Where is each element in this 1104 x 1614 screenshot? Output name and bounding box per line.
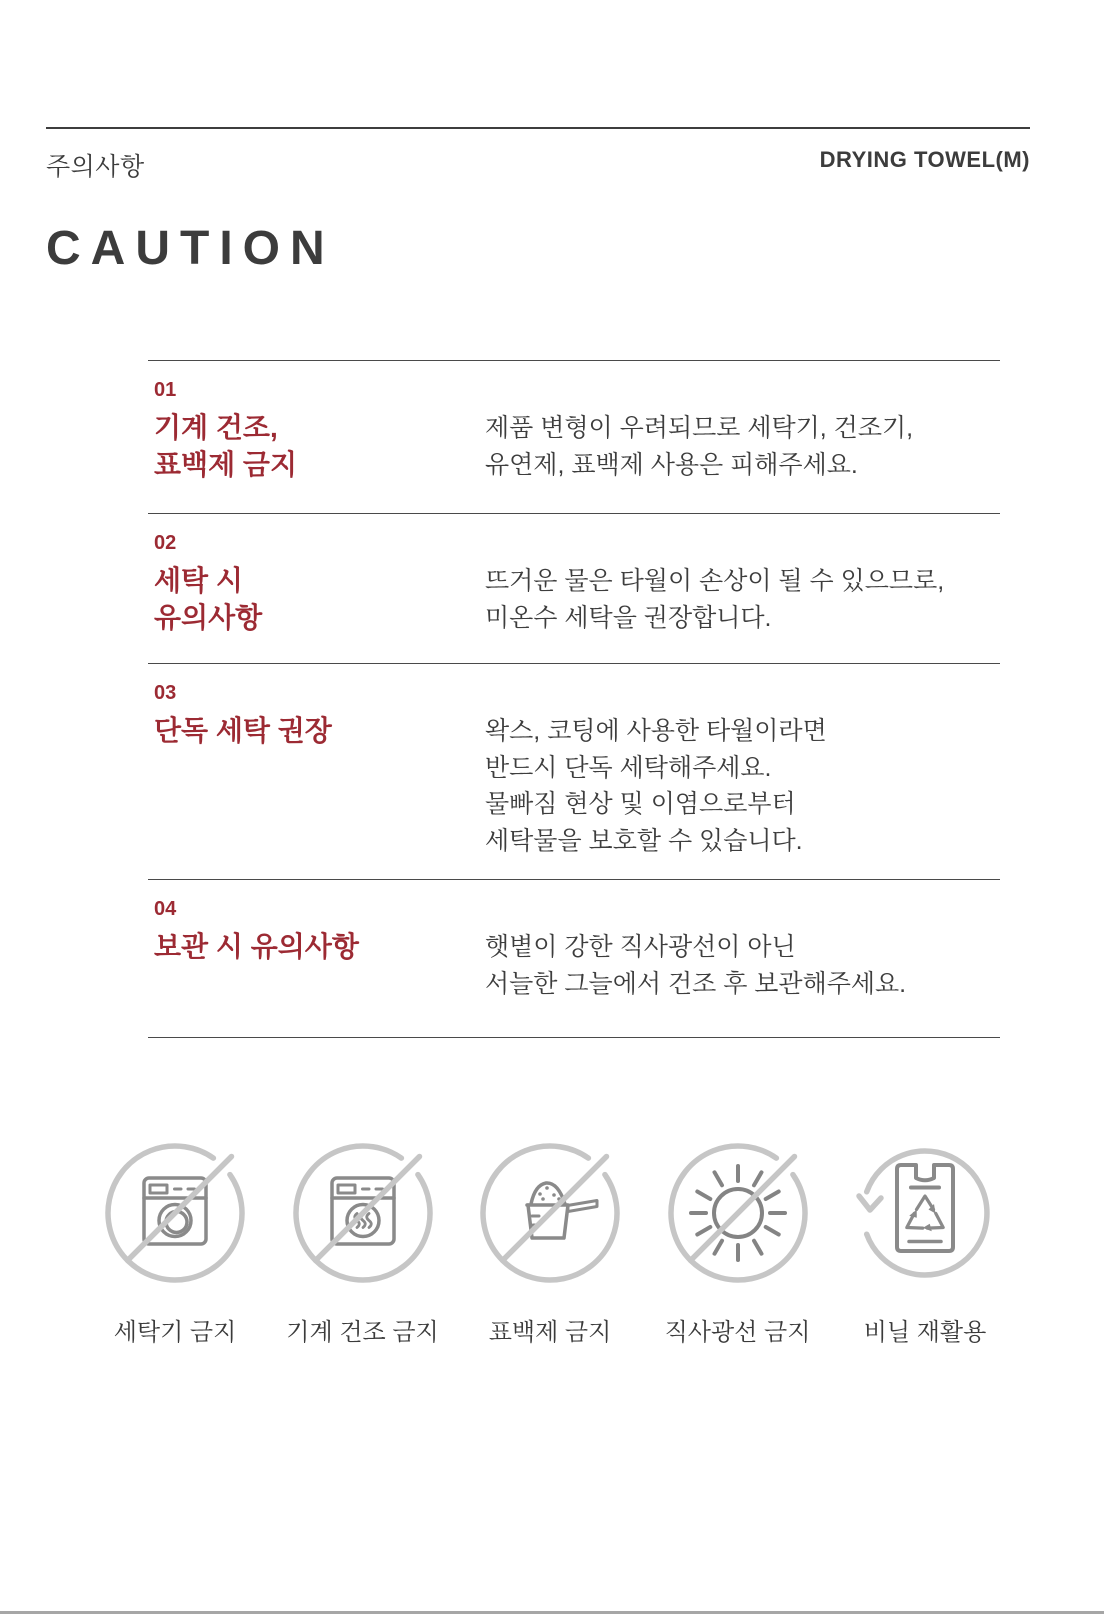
section-body: 제품 변형이 우려되므로 세탁기, 건조기, 유연제, 표백제 사용은 피해주세요. xyxy=(485,414,914,479)
section-heading: 단독 세탁 권장 xyxy=(154,715,332,746)
section-number: 02 xyxy=(154,532,177,554)
section-body: 햇볕이 강한 직사광선이 아닌 서늘한 그늘에서 건조 후 보관해주세요. xyxy=(485,933,907,998)
section-heading: 보관 시 유의사항 xyxy=(154,931,359,962)
product-name-label: DRYING TOWEL(M) xyxy=(819,147,1030,172)
section-03 xyxy=(148,663,1000,879)
care-badge-label: 세탁기 금지 xyxy=(113,1319,237,1346)
page-title: CAUTION xyxy=(46,222,335,275)
recycle-triad xyxy=(903,1196,948,1235)
caution-sections xyxy=(148,360,1000,1038)
plastic-bag-glyph xyxy=(897,1165,953,1251)
care-badge-no-tumble-dry xyxy=(288,1138,438,1347)
page-header xyxy=(46,147,1030,183)
care-badge-label: 기계 건조 금지 xyxy=(286,1319,439,1346)
section-number: 03 xyxy=(154,682,177,704)
care-badge-no-bleach xyxy=(475,1138,625,1347)
section-body: 왁스, 코팅에 사용한 타월이라면 반드시 단독 세탁해주세요. 물빠짐 현상 및 이염으로부터 세탁물을 보호할 수 있습니다. xyxy=(485,717,827,855)
care-icons-row xyxy=(100,1138,1000,1347)
prohibition-circle xyxy=(483,1146,617,1280)
section-number: 01 xyxy=(154,379,177,401)
bleach-prohibited-icon xyxy=(475,1138,625,1288)
bleach-scoop-glyph xyxy=(527,1183,597,1238)
washing-machine-prohibited-icon xyxy=(100,1138,250,1288)
section-heading: 기계 건조, 표백제 금지 xyxy=(154,412,298,480)
care-badge-label: 비닐 재활용 xyxy=(863,1319,987,1346)
top-divider xyxy=(46,127,1030,129)
care-badge-no-sunlight xyxy=(663,1138,813,1347)
section-heading: 세탁 시 유의사항 xyxy=(154,565,263,633)
care-badge-no-washing-machine xyxy=(100,1138,250,1347)
prohibition-circle xyxy=(295,1146,429,1280)
caution-page xyxy=(0,127,1104,1614)
care-badge-label: 표백제 금지 xyxy=(488,1319,612,1346)
section-02 xyxy=(148,513,1000,663)
section-number: 04 xyxy=(154,898,177,920)
care-badge-plastic-recycle xyxy=(850,1138,1000,1347)
direct-sunlight-prohibited-icon xyxy=(663,1138,813,1288)
prohibition-circle xyxy=(108,1146,242,1280)
prohibition-slash xyxy=(690,1157,794,1261)
section-body: 뜨거운 물은 타월이 손상이 될 수 있으므로, 미온수 세탁을 권장합니다. xyxy=(485,567,945,632)
plastic-bag-recycle-icon xyxy=(850,1138,1000,1288)
arrowhead xyxy=(859,1196,881,1210)
section-label: 주의사항 xyxy=(46,153,145,181)
section-04 xyxy=(148,879,1000,1038)
recycle-loop-arrow xyxy=(859,1151,987,1275)
section-01 xyxy=(148,360,1000,513)
tumble-dry-prohibited-icon xyxy=(288,1138,438,1288)
care-badge-label: 직사광선 금지 xyxy=(664,1319,811,1346)
